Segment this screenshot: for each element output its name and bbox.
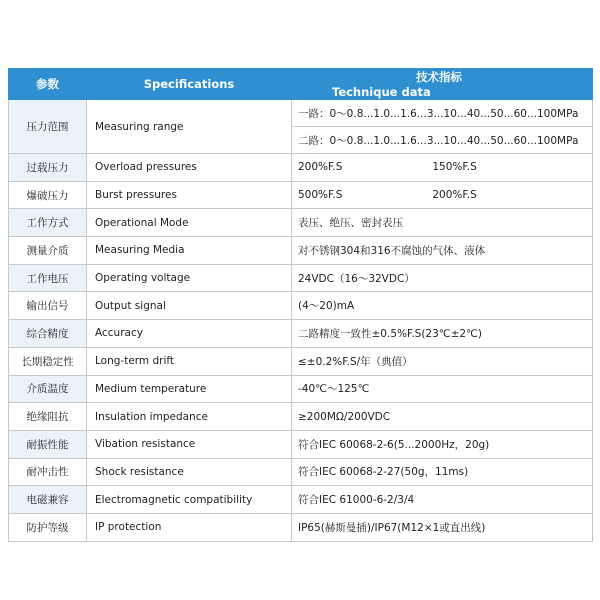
param-en: Operating voltage	[87, 264, 292, 292]
param-value-2: 150%F.S	[432, 161, 477, 174]
param-value: 对不锈钢304和316不腐蚀的气体、液体	[292, 237, 593, 265]
param-cn: 测量介质	[9, 237, 87, 265]
param-value: 符合IEC 60068-2-6(5...2000Hz，20g)	[292, 430, 593, 458]
param-cn: 耐冲击性	[9, 458, 87, 486]
param-value: 一路：0～0.8...1.0...1.6...3...10...40...50...60...100MPa	[292, 100, 593, 127]
table-row	[9, 264, 593, 292]
param-value: ≤±0.2%F.S/年（典值）	[292, 347, 593, 375]
param-value: 符合IEC 60068-2-27(50g，11ms)	[292, 458, 593, 486]
param-value-1: 200%F.S	[298, 161, 343, 174]
spec-table	[8, 68, 593, 542]
header-row	[9, 69, 593, 100]
param-en: Medium temperature	[87, 375, 292, 403]
param-value	[292, 181, 593, 209]
header-tech-en: Technique data	[332, 85, 431, 99]
table-row	[9, 154, 593, 182]
param-en: Operational Mode	[87, 209, 292, 237]
header-technique-data	[292, 69, 593, 100]
header-tech-cn: 技术指标	[416, 70, 462, 84]
table-row	[9, 403, 593, 431]
header-param: 参数	[9, 69, 87, 100]
param-cn: 工作电压	[9, 264, 87, 292]
table-row	[9, 347, 593, 375]
param-cn: 压力范围	[9, 100, 87, 154]
param-value: 表压、绝压、密封表压	[292, 209, 593, 237]
param-value: 二路：0～0.8...1.0...1.6...3...10...40...50...60...100MPa	[292, 127, 593, 154]
param-value-2: 200%F.S	[432, 189, 477, 202]
param-en: Vibation resistance	[87, 430, 292, 458]
param-cn: 爆破压力	[9, 181, 87, 209]
param-en: Overload pressures	[87, 154, 292, 182]
param-en: Measuring range	[87, 100, 292, 154]
param-cn: 防护等级	[9, 513, 87, 541]
table-row	[9, 458, 593, 486]
param-cn: 长期稳定性	[9, 347, 87, 375]
param-en: Burst pressures	[87, 181, 292, 209]
param-value: -40℃～125℃	[292, 375, 593, 403]
param-cn: 耐振性能	[9, 430, 87, 458]
param-en: IP protection	[87, 513, 292, 541]
param-en: Insulation impedance	[87, 403, 292, 431]
param-value-1: 500%F.S	[298, 189, 343, 202]
param-cn: 输出信号	[9, 292, 87, 320]
table-row	[9, 430, 593, 458]
param-value: 24VDC（16～32VDC）	[292, 264, 593, 292]
param-en: Electromagnetic compatibility	[87, 486, 292, 514]
table-row	[9, 209, 593, 237]
param-cn: 工作方式	[9, 209, 87, 237]
table-row	[9, 375, 593, 403]
param-cn: 绝缘阻抗	[9, 403, 87, 431]
table-row	[9, 320, 593, 348]
param-en: Accuracy	[87, 320, 292, 348]
table-row	[9, 486, 593, 514]
param-value	[292, 154, 593, 182]
table-row	[9, 181, 593, 209]
table-row	[9, 100, 593, 127]
param-en: Measuring Media	[87, 237, 292, 265]
table-row	[9, 292, 593, 320]
param-cn: 综合精度	[9, 320, 87, 348]
param-cn: 介质温度	[9, 375, 87, 403]
header-specifications: Specifications	[87, 69, 292, 100]
param-value: 二路精度一致性±0.5%F.S(23℃±2℃)	[292, 320, 593, 348]
param-value: (4～20)mA	[292, 292, 593, 320]
table-row	[9, 237, 593, 265]
param-value: 符合IEC 61000-6-2/3/4	[292, 486, 593, 514]
param-en: Shock resistance	[87, 458, 292, 486]
table-row	[9, 513, 593, 541]
param-cn: 过载压力	[9, 154, 87, 182]
param-value: IP65(赫斯曼插)/IP67(M12×1或直出线)	[292, 513, 593, 541]
param-cn: 电磁兼容	[9, 486, 87, 514]
param-value: ≥200MΩ/200VDC	[292, 403, 593, 431]
param-en: Output signal	[87, 292, 292, 320]
param-en: Long-term drift	[87, 347, 292, 375]
